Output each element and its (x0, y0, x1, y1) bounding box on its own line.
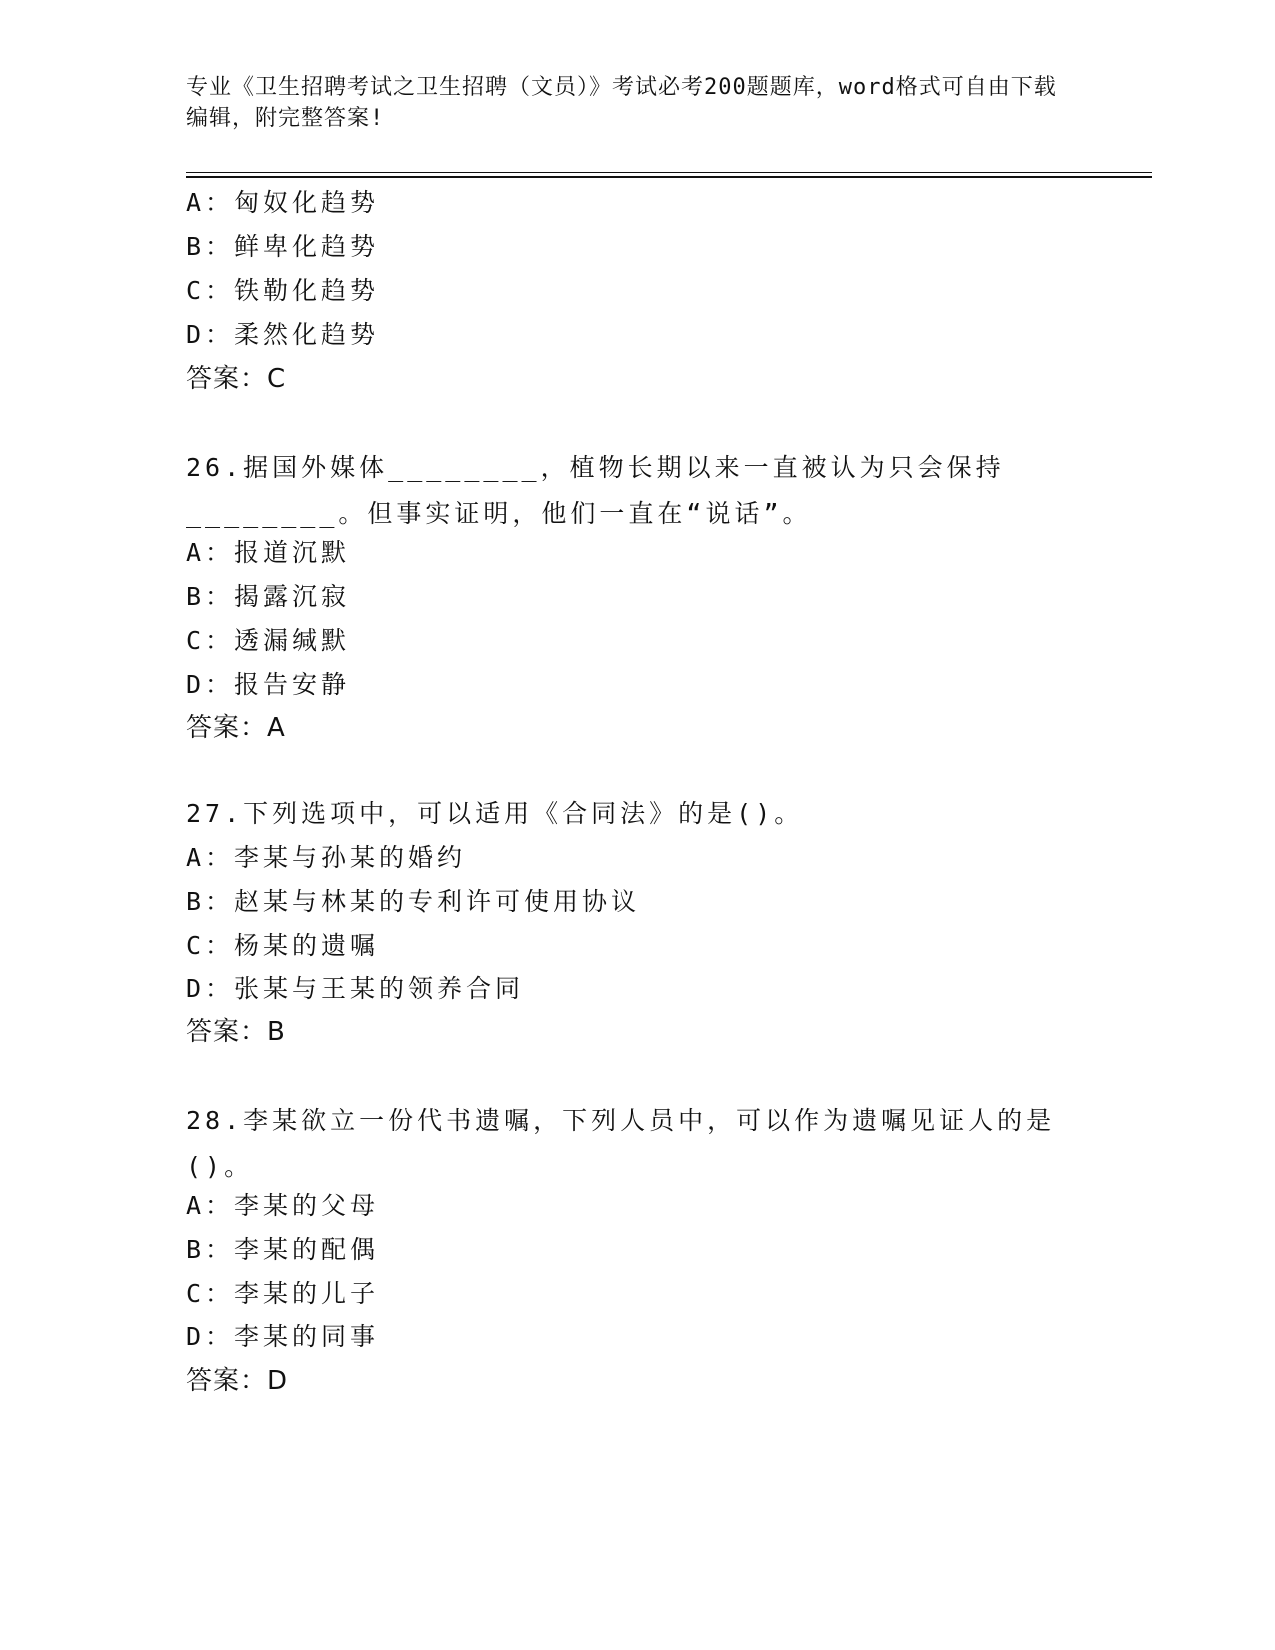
q28-option-c: C：李某的儿子 (186, 1279, 380, 1308)
q27-answer: 答案：B (186, 1017, 286, 1047)
q25-option-c: C：铁勒化趋势 (186, 276, 380, 305)
q28-answer: 答案：D (186, 1366, 289, 1396)
q28-option-d: D：李某的同事 (186, 1322, 380, 1351)
q27-option-d: D：张某与王某的领养合同 (186, 974, 525, 1003)
header-rule-thin (186, 172, 1152, 173)
q26-option-d: D：报告安静 (186, 670, 351, 699)
q25-option-a: A：匈奴化趋势 (186, 188, 380, 217)
q28-option-a: A：李某的父母 (186, 1191, 380, 1220)
q26-option-a: A：报道沉默 (186, 538, 351, 567)
q27-option-c: C：杨某的遗嘱 (186, 931, 380, 960)
document-header: 专业《卫生招聘考试之卫生招聘（文员）》考试必考200题题库，word格式可自由下载编辑，附完整答案! (186, 75, 1057, 131)
q26-answer: 答案：A (186, 713, 286, 743)
q26-question: 26.据国外媒体________，植物长期以来一直被认为只会保持________。但事实证明，他们一直在“说话”。 (186, 453, 1005, 528)
q28-question: 28.李某欲立一份代书遗嘱，下列人员中，可以作为遗嘱见证人的是()。 (186, 1106, 1056, 1181)
q27-option-b: B：赵某与林某的专利许可使用协议 (186, 887, 641, 916)
header-rule-thick (186, 176, 1152, 178)
q26-option-b: B：揭露沉寂 (186, 582, 351, 611)
q27-question: 27.下列选项中，可以适用《合同法》的是()。 (186, 799, 804, 828)
q27-option-a: A：李某与孙某的婚约 (186, 843, 467, 872)
q25-answer: 答案：C (186, 364, 287, 394)
q26-option-c: C：透漏缄默 (186, 626, 351, 655)
q25-option-b: B：鲜卑化趋势 (186, 232, 380, 261)
q25-option-d: D：柔然化趋势 (186, 320, 380, 349)
q28-option-b: B：李某的配偶 (186, 1235, 380, 1264)
